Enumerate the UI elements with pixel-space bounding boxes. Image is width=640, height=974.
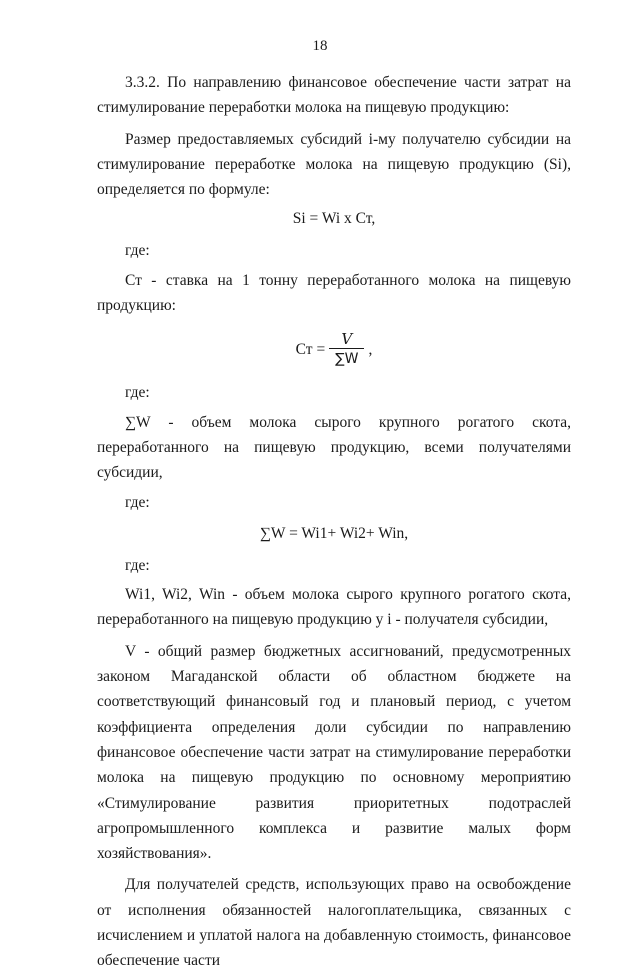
where-label: где: xyxy=(125,384,150,402)
where-label: где: xyxy=(125,242,150,260)
formula-rate-fraction xyxy=(329,330,364,368)
paragraph-vat-exempt: Для получателей средств, использующих право на освобождение от исполнения обязанностей налогоплательщика, связанных с исчислением и уплатой налога на добавленную стоимость, финансовое обеспечение части xyxy=(97,876,571,970)
formula-rate-denominator: ∑W xyxy=(329,348,364,368)
paragraph-section-3-3-2: 3.3.2. По направлению финансовое обеспечение части затрат на стимулирование переработки молока на пищевую продукцию: xyxy=(97,74,571,117)
where-label: где: xyxy=(125,556,150,574)
formula-rate-numerator: V xyxy=(341,330,353,349)
paragraph-rate-definition: Ст - ставка на 1 тонну переработанного молока на пищевую продукцию: xyxy=(97,271,571,315)
formula-rate-trail: , xyxy=(368,340,373,358)
where-label: где: xyxy=(125,493,150,511)
paragraph-subsidy-size: Размер предоставляемых субсидий i-му получателю субсидии на стимулирование переработке молока на пищевую продукцию (Si), определяется по формуле: xyxy=(97,130,571,199)
document-body xyxy=(97,70,571,974)
formula-rate-lhs: Ст = xyxy=(295,340,326,358)
formula-sum-w: ∑W = Wi1+ Wi2+ Win, xyxy=(259,524,409,542)
paragraph-sum-w-definition: ∑W - объем молока сырого крупного рогатого скота, переработанного на пищевую продукцию, всеми получателями субсидии, xyxy=(97,413,571,482)
formula-rate xyxy=(97,324,571,374)
page-number: 18 xyxy=(312,38,328,54)
formula-si: Si = Wi х Ст, xyxy=(292,210,376,228)
paragraph-v-definition: V - общий размер бюджетных ассигнований, предусмотренных законом Магаданской области об областном бюджете на соответствующий финансовый год и плановый период, с учетом коэффициента определения доли субсидии по направлению финансовое обеспечение части затрат на стимулирование переработки молока на пищевую продукцию по основному мероприятию «Стимулирование развития приоритетных подотраслей агропромышленного комплекса и развитие малых форм хозяйствования». xyxy=(97,642,571,863)
paragraph-wi-definition: Wi1, Wi2, Win - объем молока сырого крупного рогатого скота, переработанного на пищевую продукцию у i - получателя субсидии, xyxy=(97,586,571,629)
